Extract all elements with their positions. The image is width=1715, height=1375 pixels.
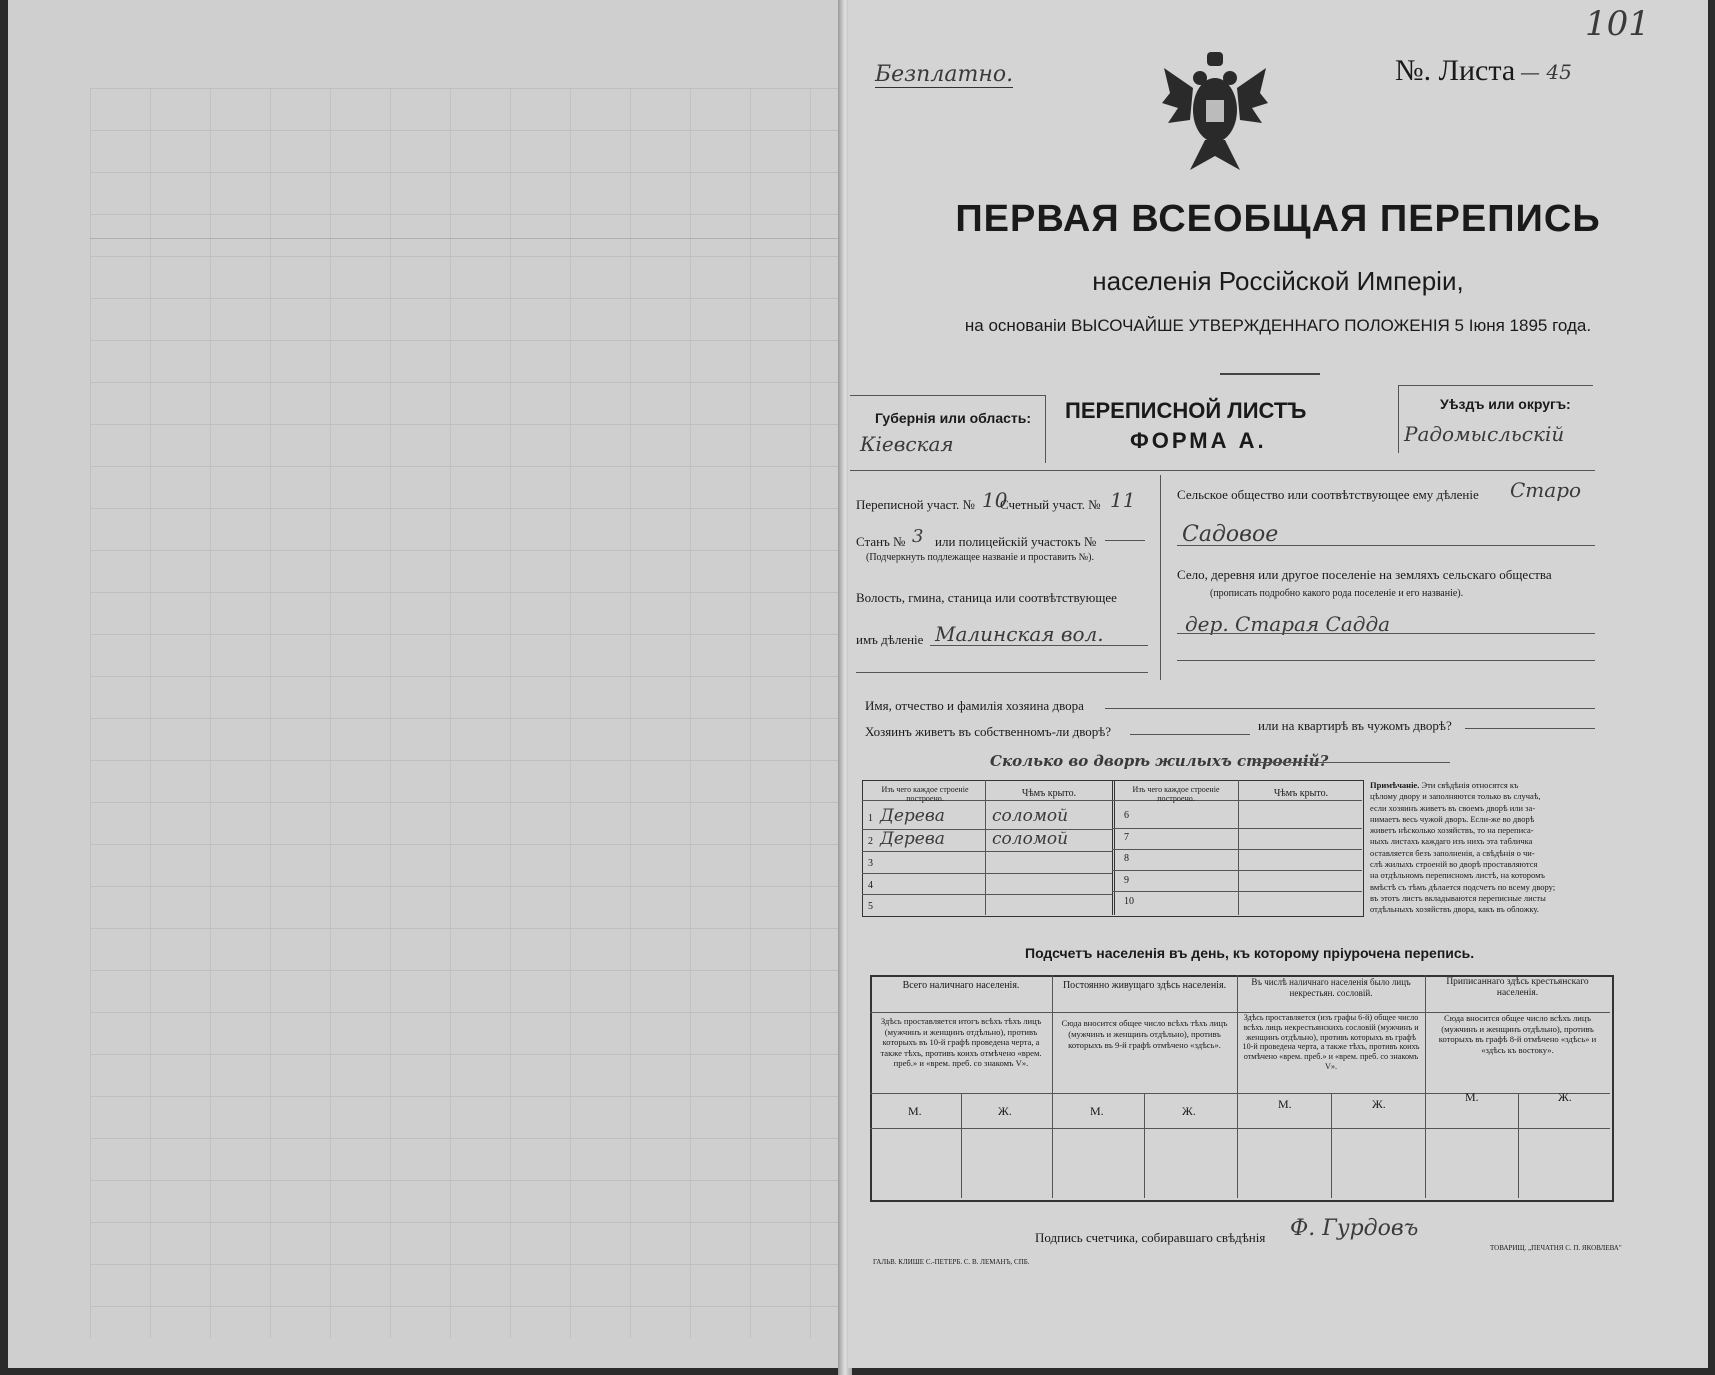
count-col-head: Въ числѣ наличнаго населенія было лицъ некрестьян. сословій.: [1251, 977, 1411, 998]
left-page-grid: [90, 88, 845, 1338]
note-line: вмѣстѣ съ тѣмъ дѣлается подсчетъ по всему двору;: [1370, 881, 1556, 892]
note-line: оставляется безъ заполненія, а свѣдѣнія о чи-: [1370, 847, 1535, 858]
society-value-2: Садовое: [1182, 522, 1279, 547]
rule: [850, 470, 1595, 471]
uchastok-value: 10: [982, 488, 1008, 512]
note-line: цѣлому двору и заполняются только въ случаѣ,: [1370, 791, 1541, 802]
rule: [1112, 870, 1362, 871]
ornamental-divider: [1220, 373, 1320, 375]
note-line: ныхъ листахъ каждаго изъ нихъ эта табличка: [1370, 836, 1533, 847]
rule: [961, 1093, 962, 1198]
guberniya-label: Губернія или область:: [875, 410, 1032, 426]
building-row-num: 10: [1124, 896, 1134, 907]
rule: [1112, 828, 1362, 829]
rule: [1425, 975, 1426, 1198]
note-line: отдѣльныхъ хозяйствъ двора, какъ въ обложку.: [1370, 904, 1539, 915]
rule: [870, 1093, 1610, 1094]
building-row-num: 3: [868, 858, 873, 869]
count-col-desc: Сюда вносится общее число всѣхъ тѣхъ лицъ (мужчинъ и женщинъ отдѣльно), противъ которыхъ въ 9-й графѣ отмѣчено «здѣсь».: [1061, 1018, 1228, 1050]
rule: [1177, 660, 1595, 661]
village-label: Село, деревня или другое поселеніе на земляхъ сельскаго общества: [1177, 567, 1552, 582]
volost-label-2: имъ дѣленіе: [856, 632, 924, 647]
female-col-label: Ж.: [998, 1104, 1012, 1118]
page-number-handwritten: 101: [1585, 4, 1650, 44]
buildings-note: [1370, 780, 1605, 916]
buildings-question: Сколько во дворѣ жилыхъ строеній?: [990, 752, 1329, 770]
count-title: Подсчетъ населенія въ день, къ которому пріурочена перепись.: [1025, 945, 1475, 961]
village-note: (прописать подробно какого рода поселеніе и его названіе).: [1210, 588, 1464, 599]
uezd-value: Радомысльскій: [1404, 422, 1565, 446]
signature-value: Ф. Гурдовъ: [1290, 1216, 1419, 1241]
building-row-num: 6: [1124, 810, 1129, 821]
note-line: если хозяинъ живетъ въ своемъ дворѣ или за-: [1370, 802, 1536, 813]
building-material: Дерева: [880, 806, 945, 826]
census-subtitle: населенія Россійской Имперіи,: [1092, 266, 1464, 296]
rule: [1105, 540, 1145, 541]
underline-note: (Подчеркнуть подлежащее названіе и проставить №).: [866, 552, 1094, 563]
building-row-num: 8: [1124, 853, 1129, 864]
building-row-num: 2: [868, 836, 873, 847]
village-value: дер. Старая Садда: [1185, 612, 1391, 636]
rule: [870, 1128, 1610, 1129]
rule: [1237, 975, 1238, 1198]
note-line: слѣ жилыхъ строеній во дворѣ проставляются: [1370, 859, 1538, 870]
printer-footer-right: ТОВАРИЩ. „ПЕЧАТНЯ С. П. ЯКОВЛЕВА": [1490, 1244, 1622, 1252]
society-label: Сельское общество или соотвѣтствующее ему дѣленіе: [1177, 487, 1479, 502]
rule: [1398, 385, 1593, 386]
building-row-num: 4: [868, 880, 873, 891]
owner-label: Имя, отчество и фамилія хозяина двора: [865, 698, 1084, 713]
rule: [1052, 975, 1053, 1198]
note-line: въ этотъ листъ вкладываются переписные листы: [1370, 892, 1546, 903]
male-col-label: М.: [1465, 1090, 1479, 1104]
rule: [1518, 1093, 1519, 1198]
count-col-head: Приписаннаго здѣсь крестьянскаго населенія.: [1446, 977, 1589, 998]
buildings-col-material-2: Изъ чего каждое строеніе построено.: [1132, 785, 1220, 803]
double-headed-eagle-emblem: [1160, 48, 1270, 183]
building-row-num: 5: [868, 901, 873, 912]
sheet-title: ПЕРЕПИСНОЙ ЛИСТЪ: [1065, 398, 1307, 423]
count-col-desc: Сюда вносится общее число всѣхъ лицъ (мужчинъ и женщинъ отдѣльно), противъ которыхъ въ графѣ 8-й отмѣчено «здѣсь» и «здѣсь къ востоку».: [1438, 1013, 1597, 1055]
rule: [1112, 849, 1362, 850]
rule: [1160, 475, 1161, 680]
schetny-label: Счетный участ. №: [1000, 497, 1101, 512]
building-roof: соломой: [992, 829, 1069, 849]
rule: [1465, 728, 1595, 729]
buildings-col-roof-2: Чѣмъ крыто.: [1273, 788, 1329, 799]
note-line: нимаетъ весь чужой дворъ. Если-же во дворѣ: [1370, 813, 1535, 824]
rule: [856, 672, 1148, 673]
legal-basis-line: на основаніи ВЫСОЧАЙШЕ УТВЕРЖДЕННАГО ПОЛОЖЕНІЯ 5 Іюня 1895 года.: [964, 316, 1592, 335]
rule: [1255, 762, 1450, 763]
male-col-label: М.: [1278, 1097, 1292, 1111]
count-col-head: Всего наличнаго населенія.: [902, 980, 1020, 991]
building-row-num: 7: [1124, 832, 1129, 843]
female-col-label: Ж.: [1372, 1097, 1386, 1111]
volost-label: Волость, гмина, станица или соотвѣтствующее: [856, 590, 1117, 605]
female-col-label: Ж.: [1182, 1104, 1196, 1118]
form-name: ФОРМА А.: [1130, 428, 1267, 453]
rule: [1130, 734, 1250, 735]
rule: [1105, 708, 1595, 709]
sheet-number-label: №. Листа: [1395, 54, 1516, 87]
rule: [1045, 395, 1046, 463]
police-label: или полицейскій участокъ №: [935, 534, 1097, 549]
signature-label: Подпись счетчика, собиравшаго свѣдѣнія: [1035, 1230, 1266, 1245]
rule: [1112, 891, 1362, 892]
buildings-col-material: Изъ чего каждое строеніе построено.: [881, 785, 969, 803]
note-line: Эти свѣдѣнія относятся къ: [1421, 780, 1519, 790]
stan-value: 3: [912, 526, 924, 547]
rule: [850, 395, 1045, 396]
rule: [1398, 385, 1399, 453]
rule: [1177, 633, 1595, 634]
building-row-num: 1: [868, 813, 873, 824]
rule: [862, 851, 1112, 852]
note-line: живетъ нѣсколько хозяйствъ, то на переписа-: [1370, 825, 1534, 836]
count-col-head: Постоянно живущаго здѣсь населенія.: [1062, 980, 1227, 991]
building-material: Дерева: [880, 829, 945, 849]
female-col-label: Ж.: [1558, 1090, 1572, 1104]
rule: [1177, 545, 1595, 546]
free-label: Безплатно.: [875, 62, 1014, 87]
owner-rents-label: или на квартирѣ въ чужомъ дворѣ?: [1258, 718, 1452, 733]
count-col-desc: Здѣсь проставляется (изъ графы 6-й) общее число всѣхъ лицъ некрестьянскихъ сословій (мужчинъ и женщинъ отдѣльно), противъ которыхъ въ графѣ 10-й проведена черта, а также тѣхъ, противъ коихъ отмѣчено «врем. преб.» и «врем. преб. со знакомъ V».: [1242, 1013, 1420, 1071]
census-title: ПЕРВАЯ ВСЕОБЩАЯ ПЕРЕПИСЬ: [955, 198, 1601, 240]
rule: [930, 645, 1148, 646]
volost-value: Малинская вол.: [935, 622, 1104, 646]
society-value-1: Старо: [1510, 478, 1582, 502]
uezd-label: Уѣздъ или округъ:: [1440, 396, 1571, 412]
uchastok-label: Переписной участ. №: [856, 497, 975, 512]
schetny-value: 11: [1110, 488, 1136, 512]
male-col-label: М.: [908, 1104, 922, 1118]
buildings-col-roof: Чѣмъ крыто.: [1021, 788, 1077, 799]
guberniya-value: Кіевская: [860, 432, 954, 456]
rule: [1331, 1093, 1332, 1198]
rule: [1144, 1093, 1145, 1198]
printer-footer-left: ГАЛЬВ. КЛИШЕ С.-ПЕТЕРБ. С. В. ЛЕМАНЪ, СПБ.: [873, 1258, 1030, 1266]
rule: [862, 894, 1112, 895]
sheet-number-value: — 45: [1520, 60, 1572, 84]
stan-label: Станъ №: [856, 534, 906, 549]
note-line: на отдѣльномъ переписномъ листѣ, на которомъ: [1370, 870, 1545, 881]
building-row-num: 9: [1124, 875, 1129, 886]
population-count-table: [870, 975, 1614, 1202]
note-title: Примѣчаніе.: [1370, 780, 1420, 790]
male-col-label: М.: [1090, 1104, 1104, 1118]
rule: [862, 873, 1112, 874]
left-page-header-band: [90, 88, 845, 239]
count-col-desc: Здѣсь проставляется итогъ всѣхъ тѣхъ лицъ (мужчинъ и женщинъ отдѣльно), противъ которыхъ въ 10-й графѣ проведена черта, а также тѣхъ, противъ коихъ отмѣчено «врем. преб.» и «врем. преб. со знакомъ V».: [880, 1016, 1042, 1068]
building-roof: соломой: [992, 806, 1069, 826]
owner-lives-label: Хозяинъ живетъ въ собственномъ-ли дворѣ?: [865, 724, 1112, 739]
